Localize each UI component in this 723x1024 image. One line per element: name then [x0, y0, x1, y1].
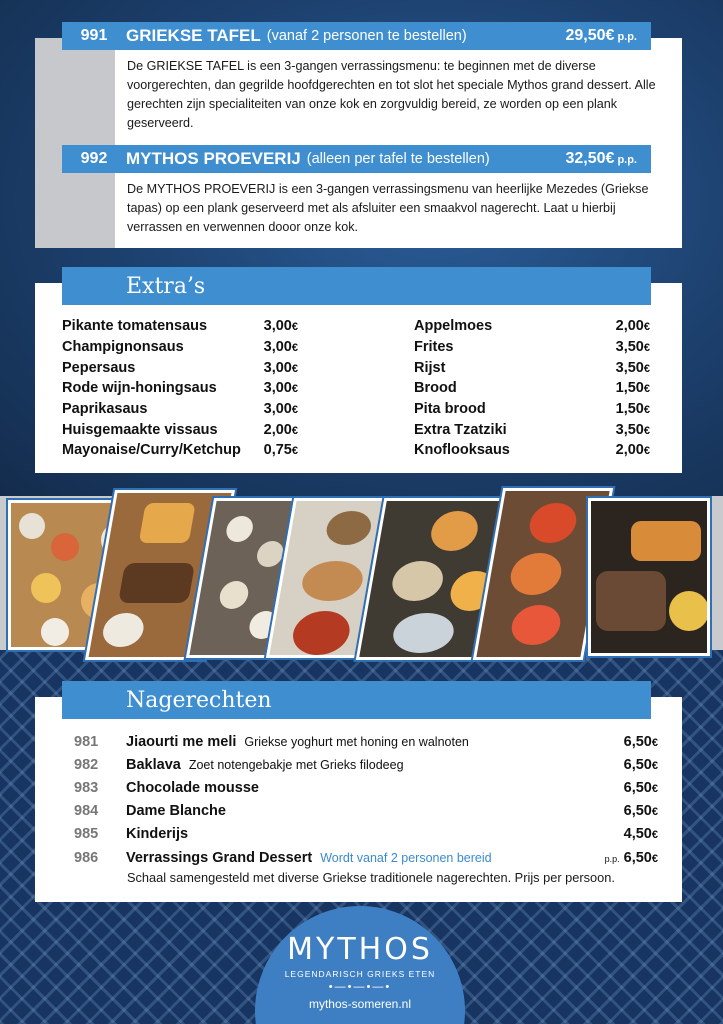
- extras-item: Huisgemaakte vissaus 2,00€: [62, 421, 298, 438]
- menu-panel-side: [35, 38, 115, 248]
- extras-item: Extra Tzatziki 3,50€: [414, 421, 650, 438]
- menu-subtitle: (alleen per tafel te bestellen): [306, 151, 490, 167]
- menu-991-bar: [62, 22, 651, 50]
- logo-brand: MYTHOS: [287, 932, 433, 967]
- menu-title: MYTHOS PROEVERIJ: [126, 149, 301, 168]
- extras-item: Pita brood 1,50€: [414, 401, 650, 418]
- dessert-item: 983 Chocolade mousse 6,50€: [74, 779, 658, 796]
- extras-item: Pikante tomatensaus 3,00€: [62, 318, 298, 335]
- cutlery-icon: •—•—•—•: [328, 981, 392, 993]
- extras-left-column: [62, 316, 298, 461]
- menu-992-description: De MYTHOS PROEVERIJ is een 3-gangen verrassingsmenu van heerlijke Mezedes (Griekse tapas) op een plank geserveerd met als afsluiter een smaakvol nagerecht. Laat u hierbij verrassen en verwennen dooor onze kok.: [127, 182, 649, 234]
- menu-number: 991: [80, 27, 108, 44]
- extras-item: Appelmoes 2,00€: [414, 318, 650, 335]
- menu-subtitle: (vanaf 2 personen te bestellen): [266, 28, 467, 44]
- desserts-heading: Nagerechten: [62, 681, 651, 719]
- menu-number: 992: [80, 150, 108, 167]
- website-link[interactable]: mythos-someren.nl: [308, 997, 412, 1011]
- menu-992-bar: [62, 145, 651, 173]
- logo-tagline: LEGENDARISCH GRIEKS ETEN: [284, 969, 436, 979]
- dessert-item: 981 Jiaourti me meli Griekse yoghurt met honing en walnoten 6,50€: [74, 733, 658, 750]
- food-photo: [588, 498, 710, 656]
- extras-heading: Extra’s: [62, 267, 651, 305]
- dessert-item: 985 Kinderijs 4,50€: [74, 825, 658, 842]
- dessert-item: 984 Dame Blanche 6,50€: [74, 802, 658, 819]
- extras-item: Pepersaus 3,00€: [62, 359, 298, 376]
- menu-price: 32,50€ p.p.: [565, 150, 637, 167]
- menu-title: GRIEKSE TAFEL: [126, 26, 261, 45]
- dessert-footnote: Schaal samengesteld met diverse Griekse traditionele nagerechten. Prijs per persoon.: [127, 870, 615, 885]
- extras-right-column: [414, 316, 650, 461]
- menu-991-description: De GRIEKSE TAFEL is een 3-gangen verrassingsmenu: te beginnen met de diverse voorgerechten, dan gegrilde hoofdgerechten en tot slot het speciale Mythos grand dessert. Alle gerechten zijn specialiteiten van onze kok en zorgvuldig bereid, ze worden op een plank geserveerd.: [127, 59, 656, 130]
- extras-item: Champignonsaus 3,00€: [62, 339, 298, 356]
- extras-item: Knoflooksaus 2,00€: [414, 442, 650, 459]
- extras-item: Rode wijn-honingsaus 3,00€: [62, 380, 298, 397]
- extras-item: Brood 1,50€: [414, 380, 650, 397]
- dessert-item: 982 Baklava Zoet notengebakje met Grieks filodeeg 6,50€: [74, 756, 658, 773]
- extras-item: Frites 3,50€: [414, 339, 650, 356]
- extras-item: Rijst 3,50€: [414, 359, 650, 376]
- menu-price: 29,50€ p.p.: [565, 27, 637, 44]
- extras-item: Paprikasaus 3,00€: [62, 401, 298, 418]
- extras-item: Mayonaise/Curry/Ketchup 0,75€: [62, 442, 298, 459]
- dessert-item: 986 Verrassings Grand Dessert Wordt vanaf 2 personen bereid p.p. 6,50€: [74, 849, 658, 866]
